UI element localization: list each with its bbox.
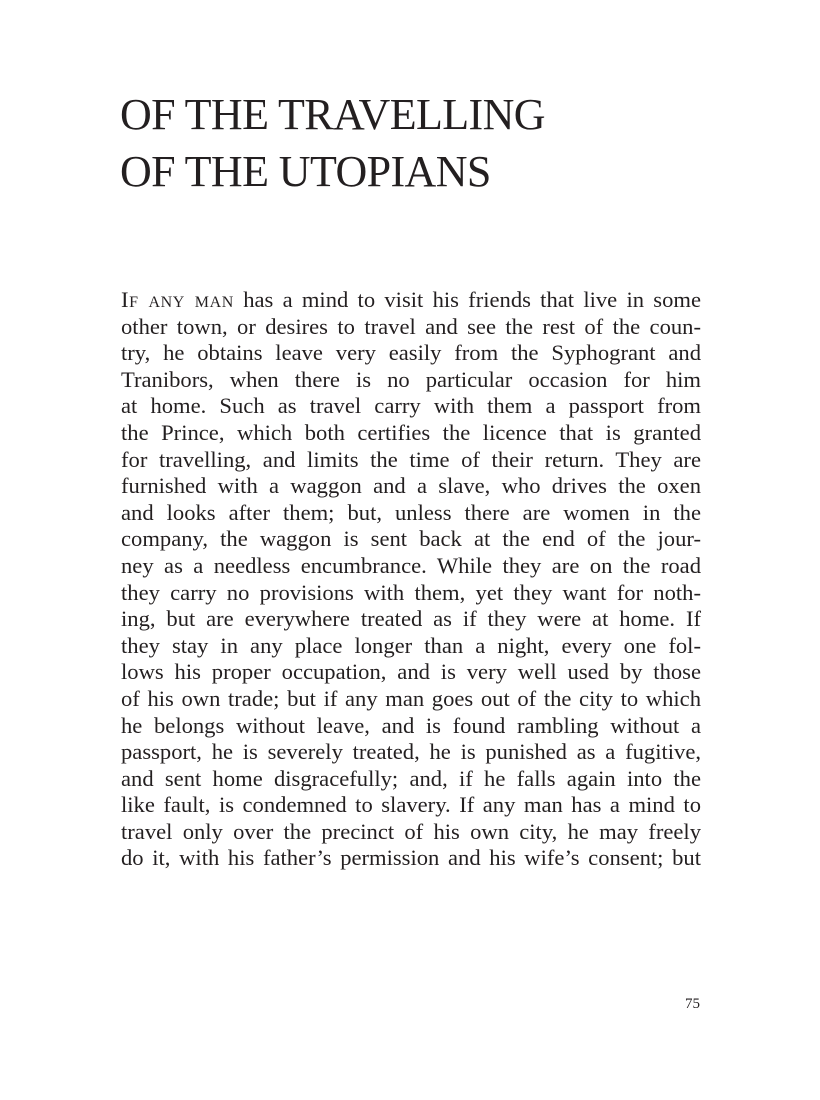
body-line: Tranibors, when there is no particular occasion for him bbox=[121, 366, 701, 392]
chapter-title-line-1: OF THE TRAVELLING bbox=[120, 90, 545, 139]
body-line: company, the waggon is sent back at the end of the jour- bbox=[121, 526, 701, 552]
body-line: ney as a needless encumbrance. While they are on the road bbox=[121, 552, 701, 578]
opening-small-caps: If any man bbox=[121, 287, 234, 312]
body-line-1 bbox=[121, 287, 701, 314]
first-line-rest: has a mind to visit his friends that live in some bbox=[233, 287, 701, 312]
body-line: do it, with his father’s permission and his wife’s consent; but bbox=[121, 845, 701, 871]
body-line: like fault, is condemned to slavery. If any man has a mind to bbox=[121, 792, 701, 818]
body-line: lows his proper occupation, and is very well used by those bbox=[121, 659, 701, 685]
body-line: and looks after them; but, unless there are women in the bbox=[121, 499, 701, 525]
body-line: try, he obtains leave very easily from the Syphogrant and bbox=[121, 340, 701, 366]
body-line: of his own trade; but if any man goes out of the city to which bbox=[121, 685, 701, 711]
body-line: at home. Such as travel carry with them a passport from bbox=[121, 393, 701, 419]
body-line: they carry no provisions with them, yet they want for noth- bbox=[121, 579, 701, 605]
body-line: they stay in any place longer than a night, every one fol- bbox=[121, 632, 701, 658]
body-line: ing, but are everywhere treated as if they were at home. If bbox=[121, 606, 701, 632]
body-line: he belongs without leave, and is found rambling without a bbox=[121, 712, 701, 738]
body-line: furnished with a waggon and a slave, who drives the oxen bbox=[121, 473, 701, 499]
body-line: other town, or desires to travel and see the rest of the coun- bbox=[121, 313, 701, 339]
body-line: and sent home disgracefully; and, if he falls again into the bbox=[121, 765, 701, 791]
chapter-title-line-2: OF THE UTOPIANS bbox=[120, 147, 491, 196]
page-number: 75 bbox=[685, 996, 700, 1012]
body-line: passport, he is severely treated, he is punished as a fugitive, bbox=[121, 739, 701, 765]
body-paragraph bbox=[121, 287, 701, 872]
body-line: the Prince, which both certifies the licence that is granted bbox=[121, 419, 701, 445]
body-line: for travelling, and limits the time of their return. They are bbox=[121, 446, 701, 472]
body-line: travel only over the precinct of his own city, he may freely bbox=[121, 818, 701, 844]
chapter-title bbox=[120, 86, 720, 200]
